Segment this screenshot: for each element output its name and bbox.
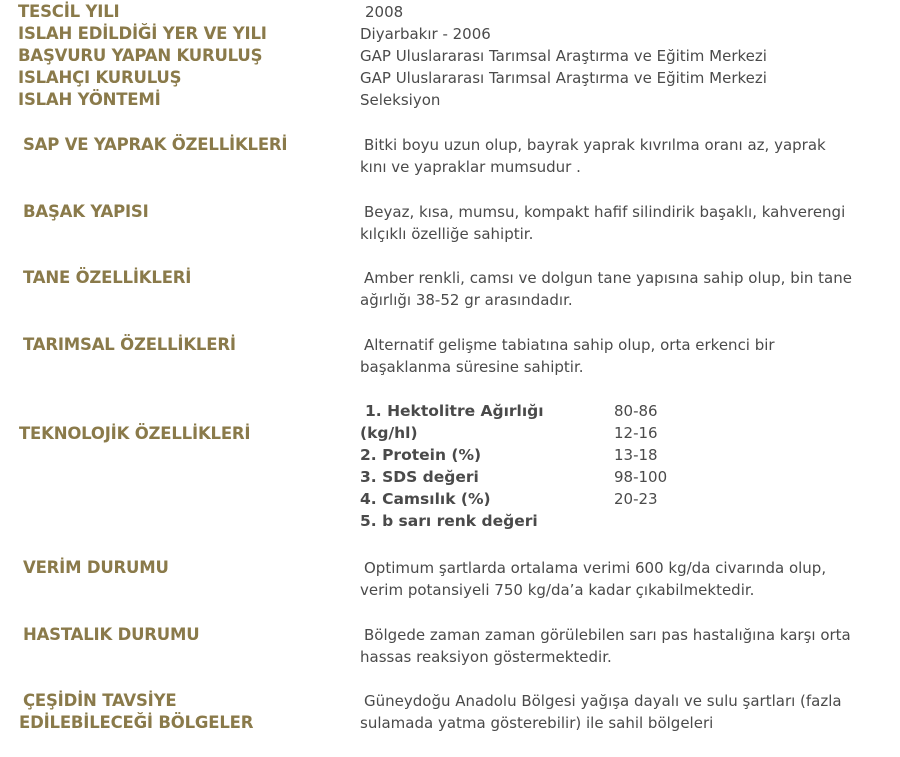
tarimsal-line-2: başaklanma süresine sahiptir. bbox=[360, 358, 584, 376]
sap-line-2: kını ve yapraklar mumsudur . bbox=[360, 158, 581, 176]
label-sap-yaprak: SAP VE YAPRAK ÖZELLİKLERİ bbox=[23, 135, 288, 154]
value-tarimsal-ozellikleri bbox=[360, 334, 775, 378]
label-tarimsal-ozellikleri: TARIMSAL ÖZELLİKLERİ bbox=[23, 335, 236, 354]
label-islah-yeri: ISLAH EDİLDİĞİ YER VE YILI bbox=[18, 24, 267, 43]
tech-value: 12-16 bbox=[614, 424, 658, 442]
bolgeler-line-1: Güneydoğu Anadolu Bölgesi yağışa dayalı ve sulu şartları (fazla bbox=[364, 692, 842, 710]
value-hastalik-durumu bbox=[360, 624, 851, 668]
value-basvuru-kurulus: GAP Uluslararası Tarımsal Araştırma ve Eğitim Merkezi bbox=[360, 47, 767, 65]
hastalik-line-1: Bölgede zaman zaman görülebilen sarı pas hastalığına karşı orta bbox=[364, 626, 851, 644]
label-teknolojik-ozellikleri: TEKNOLOJİK ÖZELLİKLERİ bbox=[19, 424, 251, 443]
label-basvuru-kurulus: BAŞVURU YAPAN KURULUŞ bbox=[18, 46, 263, 65]
value-tane-ozellikleri bbox=[360, 267, 852, 311]
tavsiye-label-1: ÇEŞİDİN TAVSİYE bbox=[23, 691, 177, 710]
tech-item: 4. Camsılık (%) bbox=[360, 490, 491, 508]
value-islah-yontemi: Seleksiyon bbox=[360, 91, 441, 109]
tech-item: 3. SDS değeri bbox=[360, 468, 479, 486]
tech-item: 1. Hektolitre Ağırlığı bbox=[365, 402, 544, 420]
teknolojik-values bbox=[614, 400, 667, 510]
value-islah-yeri: Diyarbakır - 2006 bbox=[360, 25, 491, 43]
hastalik-line-2: hassas reaksiyon göstermektedir. bbox=[360, 648, 612, 666]
label-islahci-kurulus: ISLAHÇI KURULUŞ bbox=[18, 68, 182, 87]
value-tavsiye-bolgeler bbox=[360, 690, 842, 734]
tech-item: 5. b sarı renk değeri bbox=[360, 512, 538, 530]
tech-value: 98-100 bbox=[614, 468, 668, 486]
label-tane-ozellikleri: TANE ÖZELLİKLERİ bbox=[23, 268, 192, 287]
tech-value: 80-86 bbox=[614, 402, 658, 420]
bolgeler-line-2: sulamada yatma gösterebilir) ile sahil bölgeleri bbox=[360, 714, 714, 732]
label-basak-yapisi: BAŞAK YAPISI bbox=[23, 202, 149, 221]
verim-line-1: Optimum şartlarda ortalama verimi 600 kg/da civarında olup, bbox=[364, 559, 827, 577]
tech-value: 13-18 bbox=[614, 446, 658, 464]
label-hastalik-durumu: HASTALIK DURUMU bbox=[23, 625, 200, 644]
tech-value: 20-23 bbox=[614, 490, 658, 508]
basak-line-1: Beyaz, kısa, mumsu, kompakt hafif silindirik başaklı, kahverengi bbox=[364, 203, 846, 221]
label-tavsiye-bolgeler bbox=[19, 690, 253, 734]
tane-line-2: ağırlığı 38-52 gr arasındadır. bbox=[360, 291, 573, 309]
value-tescil-yili: 2008 bbox=[365, 3, 404, 21]
value-verim-durumu bbox=[360, 557, 826, 601]
tech-item: 2. Protein (%) bbox=[360, 446, 482, 464]
value-sap-yaprak bbox=[360, 134, 826, 178]
tane-line-1: Amber renkli, camsı ve dolgun tane yapısına sahip olup, bin tane bbox=[364, 269, 852, 287]
tavsiye-label-2: EDİLEBİLECEĞİ BÖLGELER bbox=[19, 713, 254, 732]
label-islah-yontemi: ISLAH YÖNTEMİ bbox=[18, 90, 161, 109]
verim-line-2: verim potansiyeli 750 kg/da’a kadar çıkabilmektedir. bbox=[360, 581, 755, 599]
value-basak-yapisi bbox=[360, 201, 845, 245]
sap-line-1: Bitki boyu uzun olup, bayrak yaprak kıvrılma oranı az, yaprak bbox=[364, 136, 826, 154]
tarimsal-line-1: Alternatif gelişme tabiatına sahip olup, orta erkenci bir bbox=[364, 336, 775, 354]
teknolojik-items bbox=[360, 400, 544, 532]
label-tescil-yili: TESCİL YILI bbox=[18, 2, 120, 21]
value-islahci-kurulus: GAP Uluslararası Tarımsal Araştırma ve Eğitim Merkezi bbox=[360, 69, 767, 87]
basak-line-2: kılçıklı özelliğe sahiptir. bbox=[360, 225, 534, 243]
label-verim-durumu: VERİM DURUMU bbox=[23, 558, 169, 577]
tech-item: (kg/hl) bbox=[360, 424, 418, 442]
